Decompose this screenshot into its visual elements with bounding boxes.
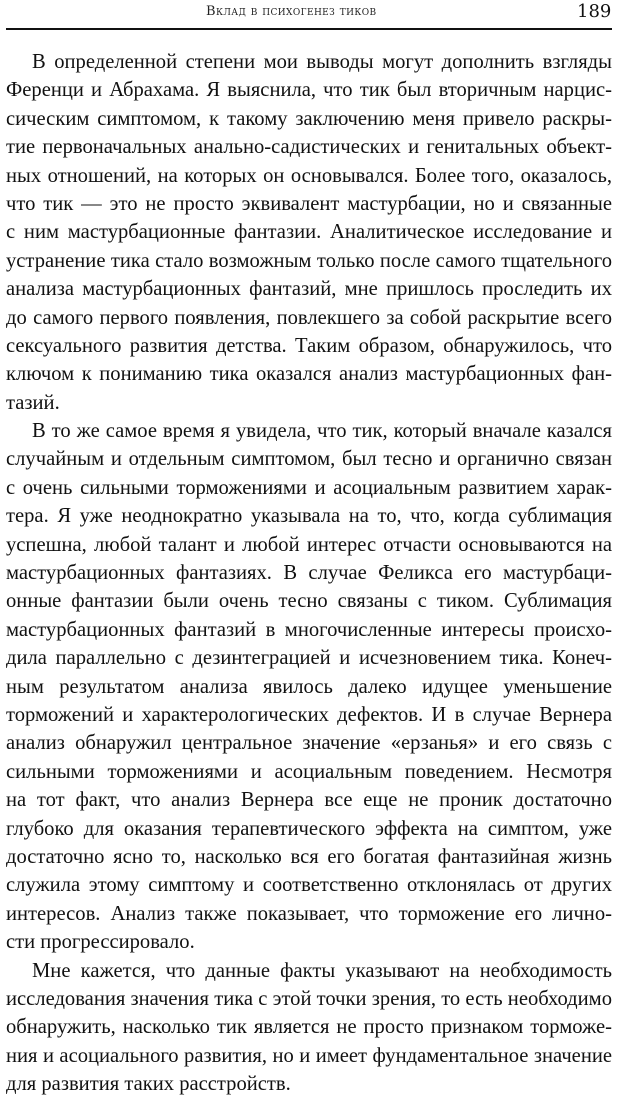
text-line: сексуального развития детства. Таким образом, обнаружилось, что — [6, 332, 612, 360]
text-line: тера. Я уже неоднократно указывала на то, что, когда сублимация — [6, 502, 612, 530]
text-line: достаточно ясно то, насколько вся его богатая фантазийная жизнь — [6, 843, 612, 871]
text-line: торможений и характерологических дефектов. И в случае Вернера — [6, 701, 612, 729]
text-line: случайным и отдельным симптомом, был тесно и органично связан — [6, 445, 612, 473]
text-line: ным результатом анализа явилось далеко идущее уменьшение — [6, 673, 612, 701]
text-line: Мне кажется, что данные факты указывают на необходимость — [6, 957, 612, 985]
text-line: сильными торможениями и асоциальным поведением. Несмотря — [6, 758, 612, 786]
text-line: с очень сильными торможениями и асоциальным развитием харак- — [6, 474, 612, 502]
text-line: успешна, любой талант и любой интерес отчасти основываются на — [6, 531, 612, 559]
text-line: ключом к пониманию тика оказался анализ мастурбационных фан- — [6, 360, 612, 388]
paragraph — [6, 957, 612, 1098]
text-line: служила этому симптому и соответственно отклонялась от других — [6, 871, 612, 899]
text-line: тие первоначальных анально-садистических и генитальных объект- — [6, 133, 612, 161]
text-line: на тот факт, что анализ Вернера все еще не проник достаточно — [6, 786, 612, 814]
text-line: анализ обнаружил центральное значение «ерзанья» и его связь с — [6, 729, 612, 757]
page-number: 189 — [577, 1, 611, 22]
text-line: ных отношений, на которых он основывался. Более того, оказалось, — [6, 162, 612, 190]
text-line: ния и асоциального развития, но и имеет фундаментальное значение — [6, 1042, 612, 1070]
text-line: сти прогрессировало. — [6, 928, 612, 956]
text-line: онные фантазии были очень тесно связаны с тиком. Сублимация — [6, 587, 612, 615]
text-line: дила параллельно с дезинтеграцией и исчезновением тика. Конеч- — [6, 644, 612, 672]
text-line: исследования значения тика с этой точки зрения, то есть необходимо — [6, 985, 612, 1013]
text-line: Ференци и Абрахама. Я выяснила, что тик был вторичным нарцис- — [6, 76, 612, 104]
body-text — [6, 48, 612, 1098]
text-line: тазий. — [6, 389, 612, 417]
text-line: В то же самое время я увидела, что тик, который вначале казался — [6, 417, 612, 445]
text-line: до самого первого появления, повлекшего за собой раскрытие всего — [6, 304, 612, 332]
paragraph — [6, 417, 612, 956]
page-header — [0, 0, 620, 44]
text-line: мастурбационных фантазиях. В случае Феликса его мастурбаци- — [6, 559, 612, 587]
running-title: Вклад в психогенез тиков — [206, 4, 377, 19]
text-line: для развития таких расстройств. — [6, 1070, 612, 1098]
text-line: интересов. Анализ также показывает, что торможение его лично- — [6, 900, 612, 928]
text-line: сическим симптомом, к такому заключению меня привело раскры- — [6, 105, 612, 133]
text-line: устранение тика стало возможным только после самого тщательного — [6, 247, 612, 275]
text-line: глубоко для оказания терапевтического эффекта на симптом, уже — [6, 815, 612, 843]
paragraph — [6, 48, 612, 417]
text-line: обнаружить, насколько тик является не просто признаком торможе- — [6, 1013, 612, 1041]
text-line: с ним мастурбационные фантазии. Аналитическое исследование и — [6, 218, 612, 246]
text-line: В определенной степени мои выводы могут дополнить взгляды — [6, 48, 612, 76]
text-line: что тик — это не просто эквивалент мастурбации, но и связанные — [6, 190, 612, 218]
header-rule — [6, 28, 612, 30]
text-line: мастурбационных фантазий в многочисленные интересы происхо- — [6, 616, 612, 644]
text-line: анализа мастурбационных фантазий, мне пришлось проследить их — [6, 275, 612, 303]
